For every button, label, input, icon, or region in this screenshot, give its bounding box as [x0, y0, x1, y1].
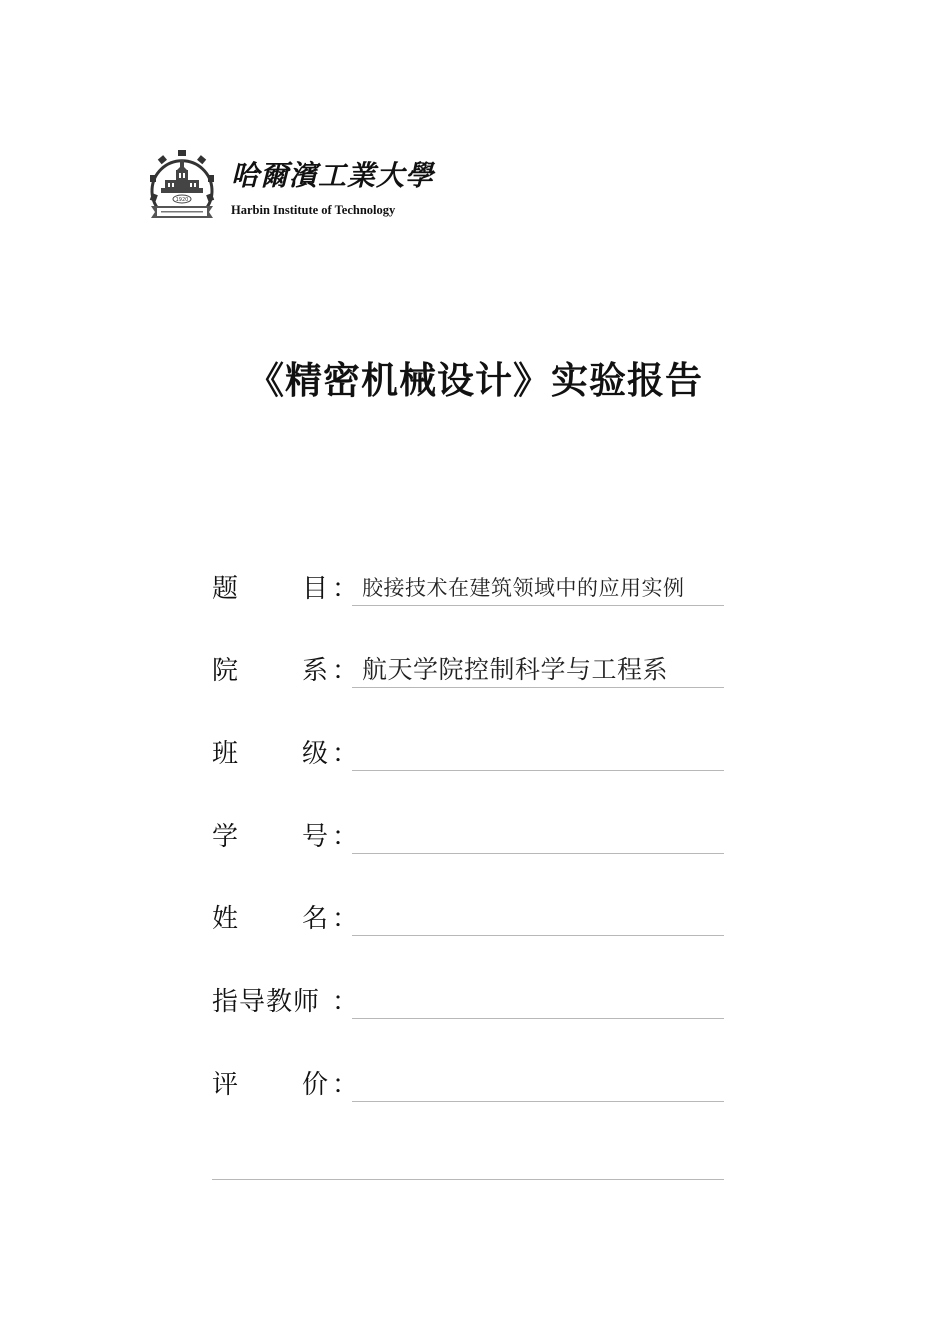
field-advisor-colon: ：	[332, 987, 359, 1017]
field-class-label-b: 级	[302, 739, 329, 769]
field-topic-value[interactable]: 胶接技术在建筑领域中的应用实例	[362, 576, 685, 600]
field-name	[212, 896, 724, 936]
field-advisor-underline[interactable]	[352, 1018, 724, 1019]
field-evaluation-label-a: 评	[212, 1070, 239, 1100]
field-advisor-label-text: 指导教师	[212, 987, 321, 1017]
field-department-value[interactable]: 航天学院控制科学与工程系	[362, 655, 669, 684]
field-class-underline[interactable]	[352, 770, 724, 771]
field-topic-label-a: 题	[212, 574, 239, 604]
report-title: 《精密机械设计》实验报告	[247, 359, 703, 402]
field-evaluation	[212, 1062, 724, 1102]
field-name-underline[interactable]	[352, 935, 724, 936]
field-department	[212, 648, 724, 688]
field-student-id	[212, 814, 724, 854]
field-topic-label-b: 目	[302, 574, 329, 604]
field-topic-underline	[352, 605, 724, 606]
field-student-id-label-b: 号	[302, 822, 329, 852]
field-class-label-a: 班	[212, 739, 239, 769]
field-class-colon: ：	[332, 739, 359, 769]
field-department-underline	[352, 687, 724, 688]
field-department-label-a: 院	[212, 656, 239, 686]
field-topic	[212, 566, 724, 606]
field-topic-colon: ：	[332, 574, 359, 604]
field-class	[212, 731, 724, 771]
field-advisor	[212, 979, 724, 1019]
field-evaluation-colon: ：	[332, 1070, 359, 1100]
university-emblem-icon	[147, 148, 217, 220]
university-name-en: Harbin Institute of Technology	[231, 203, 396, 217]
field-name-label-a: 姓	[212, 904, 239, 934]
field-department-label-b: 系	[302, 656, 329, 686]
field-student-id-underline[interactable]	[352, 853, 724, 854]
field-evaluation-label-b: 价	[302, 1070, 329, 1100]
field-name-colon: ：	[332, 904, 359, 934]
university-logo	[147, 148, 437, 224]
field-department-colon: ：	[332, 656, 359, 686]
field-name-label-b: 名	[302, 904, 329, 934]
field-evaluation-underline[interactable]	[352, 1101, 724, 1102]
university-name-cn: 哈爾濱工業大學	[231, 159, 435, 192]
emblem-year: 1920	[175, 197, 189, 203]
bottom-rule	[212, 1179, 724, 1180]
field-student-id-label-a: 学	[212, 822, 239, 852]
field-student-id-colon: ：	[332, 822, 359, 852]
